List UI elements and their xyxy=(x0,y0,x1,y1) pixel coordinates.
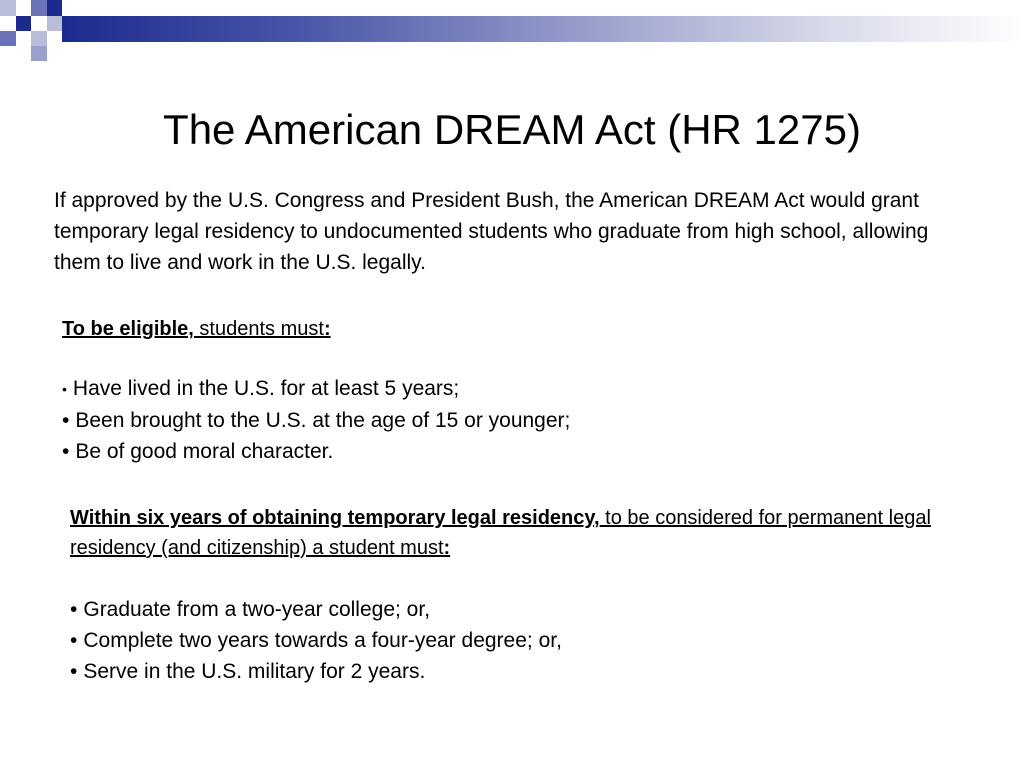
list-item-text: Have lived in the U.S. for at least 5 years; xyxy=(72,377,460,400)
banner-square-light xyxy=(47,16,62,31)
residency-heading-block xyxy=(70,503,960,563)
bullet-icon: • xyxy=(62,380,67,397)
bullet-icon: • xyxy=(70,660,78,683)
eligibility-heading-block xyxy=(62,314,962,344)
intro-paragraph: If approved by the U.S. Congress and President Bush, the American DREAM Act would grant temporary legal residency to undocumented students who graduate from high school, allowing them to live and work in the U.S. legally. xyxy=(54,189,929,274)
banner-gradient-bar xyxy=(62,16,1024,42)
residency-heading-bold: Within six years of obtaining temporary legal residency, xyxy=(70,507,600,529)
bullet-icon: • xyxy=(62,439,70,463)
residency-heading xyxy=(70,503,960,563)
slide-title: The American DREAM Act (HR 1275) xyxy=(163,106,861,153)
residency-heading-colon: : xyxy=(443,537,451,559)
banner-square-mid xyxy=(31,46,47,61)
list-item-text: Serve in the U.S. military for 2 years. xyxy=(83,660,426,683)
banner-square-dark xyxy=(47,0,62,16)
list-item-text: Complete two years towards a four-year degree; or, xyxy=(83,629,562,652)
bullet-icon: • xyxy=(70,629,78,652)
list-item xyxy=(62,436,962,467)
bullet-icon: • xyxy=(62,408,70,432)
eligibility-heading xyxy=(62,314,962,344)
list-item-text: Graduate from a two-year college; or, xyxy=(83,598,431,621)
list-item-text: Been brought to the U.S. at the age of 15 or younger; xyxy=(75,408,571,432)
list-item xyxy=(70,625,960,656)
list-item xyxy=(70,594,960,625)
list-item xyxy=(62,405,962,436)
eligibility-heading-rest: students must xyxy=(193,318,324,340)
eligibility-heading-bold: To be eligible, xyxy=(62,318,194,340)
banner-square-light xyxy=(0,0,16,16)
residency-heading-rest: to be considered for permanent legal residency (and citizenship) a student must xyxy=(70,507,931,559)
banner-square-mid xyxy=(31,0,47,16)
residency-list xyxy=(70,594,960,687)
eligibility-list xyxy=(62,373,962,467)
banner-square-dark xyxy=(16,16,31,31)
list-item xyxy=(62,373,962,405)
banner-square-mid xyxy=(0,31,16,46)
decorative-banner xyxy=(0,0,1024,62)
banner-square-light xyxy=(31,31,47,46)
eligibility-heading-colon: : xyxy=(323,318,331,340)
bullet-icon: • xyxy=(70,598,78,621)
list-item xyxy=(70,656,960,687)
list-item-text: Be of good moral character. xyxy=(75,439,334,463)
